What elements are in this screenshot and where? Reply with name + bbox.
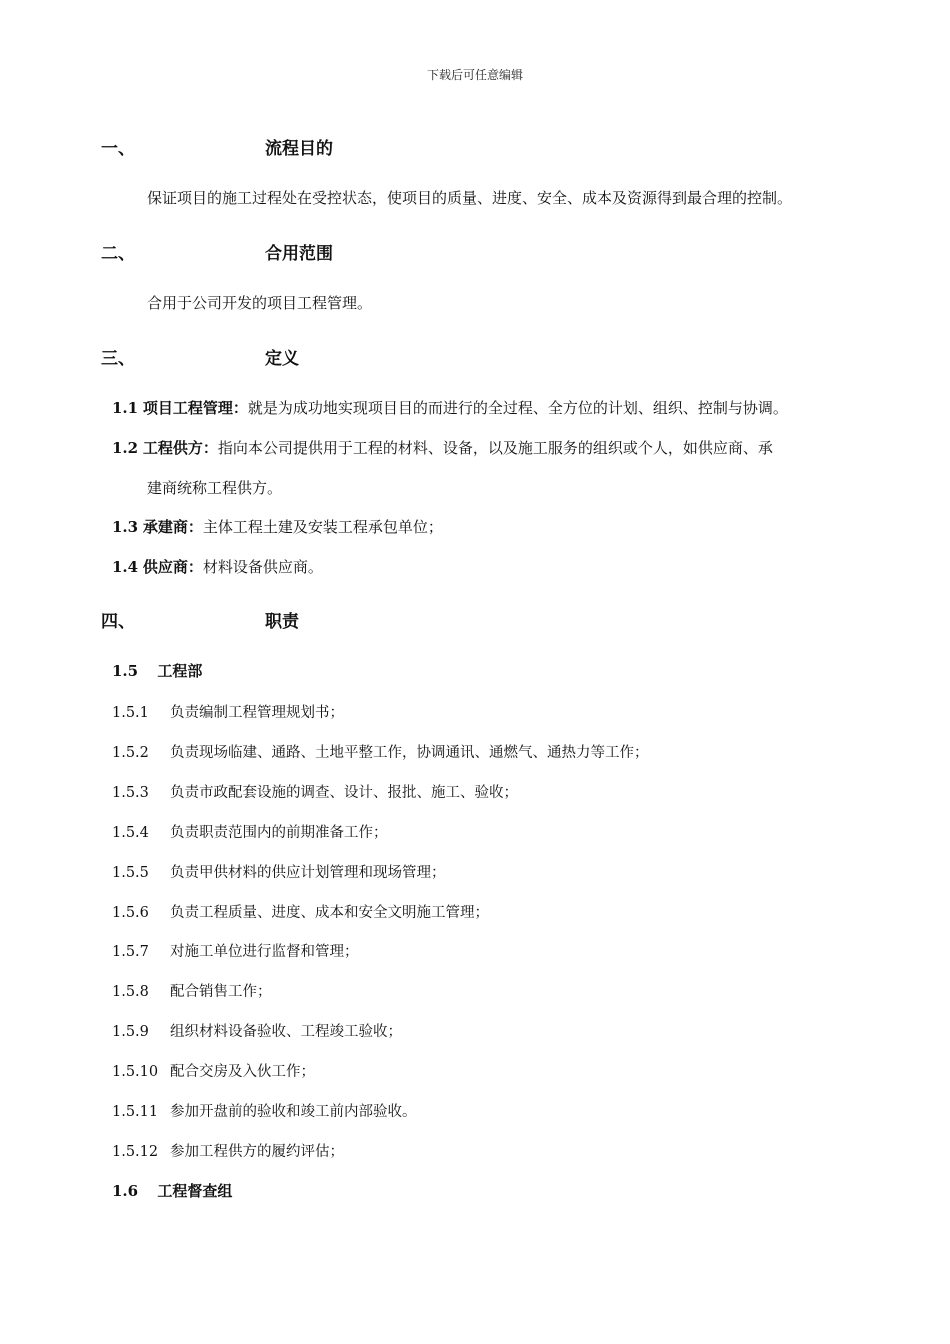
item-number: 1.5.4 [112,825,149,841]
definition-item [112,556,323,577]
item-text: 参加开盘前的验收和竣工前内部验收。 [170,1104,417,1120]
item-text: 组织材料设备验收、工程竣工验收； [170,1024,402,1040]
section-title: 合用范围 [265,244,333,264]
section-number: 四、 [101,612,135,632]
definition-number: 1.1 [112,399,139,417]
section-title: 职责 [265,612,299,632]
definition-item [112,397,788,418]
definition-continuation: 建商统称工程供方。 [147,479,283,497]
item-text: 参加工程供方的履约评估； [170,1144,344,1160]
item-number: 1.5.10 [112,1064,159,1080]
item-number: 1.5.7 [112,944,149,960]
section-number: 一、 [101,139,135,159]
subsection-heading [112,660,202,681]
definition-number: 1.2 [112,439,139,457]
definition-item [112,437,773,458]
item-text: 配合交房及入伙工作； [170,1064,315,1080]
item-number: 1.5.2 [112,745,149,761]
list-item [112,741,649,762]
list-item [112,940,359,961]
subsection-title: 工程部 [157,662,203,680]
subsection-number: 1.6 [112,1182,139,1200]
section-number: 二、 [101,244,135,264]
definition-text: 材料设备供应商。 [202,558,323,576]
definition-text: 就是为成功地实现项目目的而进行的全过程、全方位的计划、组织、控制与协调。 [247,399,788,417]
list-item [112,821,388,842]
list-item [112,1020,402,1041]
definition-term: 项目工程管理： [142,399,248,417]
definition-number: 1.4 [112,558,139,576]
item-text: 负责工程质量、进度、成本和安全文明施工管理； [170,905,489,921]
list-item [112,1100,417,1121]
subsection-title: 工程督查组 [157,1182,233,1200]
list-item [112,901,489,922]
item-number: 1.5.1 [112,705,149,721]
definition-term: 供应商： [142,558,203,576]
item-number: 1.5.12 [112,1144,159,1160]
list-item [112,1060,315,1081]
item-text: 负责编制工程管理规划书； [170,705,344,721]
list-item [112,1140,344,1161]
page-header-note: 下载后可任意编辑 [426,68,523,82]
item-text: 负责现场临建、通路、土地平整工作，协调通讯、通燃气、通热力等工作； [170,745,649,761]
item-text: 负责市政配套设施的调查、设计、报批、施工、验收； [170,785,518,801]
item-text: 负责甲供材料的供应计划管理和现场管理； [170,865,446,881]
list-item [112,781,518,802]
scope-paragraph: 合用于公司开发的项目工程管理。 [147,294,373,312]
definition-text: 主体工程土建及安装工程承包单位； [202,518,443,536]
item-number: 1.5.8 [112,984,149,1000]
definition-text: 指向本公司提供用于工程的材料、设备，以及施工服务的组织或个人，如供应商、承 [217,439,773,457]
section-title: 定义 [265,349,299,369]
subsection-heading [112,1180,232,1201]
item-number: 1.5.11 [112,1104,159,1120]
item-text: 负责职责范围内的前期准备工作； [170,825,388,841]
section-number: 三、 [101,349,135,369]
list-item [112,980,272,1001]
item-number: 1.5.9 [112,1024,149,1040]
purpose-paragraph: 保证项目的施工过程处在受控状态，使项目的质量、进度、安全、成本及资源得到最合理的控制。 [147,189,793,207]
definition-item [112,516,443,537]
item-text: 对施工单位进行监督和管理； [170,944,359,960]
section-title: 流程目的 [265,139,333,159]
definition-term: 工程供方： [142,439,218,457]
item-text: 配合销售工作； [170,984,272,1000]
list-item [112,701,344,722]
item-number: 1.5.3 [112,785,149,801]
item-number: 1.5.6 [112,905,149,921]
definition-number: 1.3 [112,518,139,536]
definition-term: 承建商： [142,518,203,536]
item-number: 1.5.5 [112,865,149,881]
list-item [112,861,446,882]
subsection-number: 1.5 [112,662,139,680]
